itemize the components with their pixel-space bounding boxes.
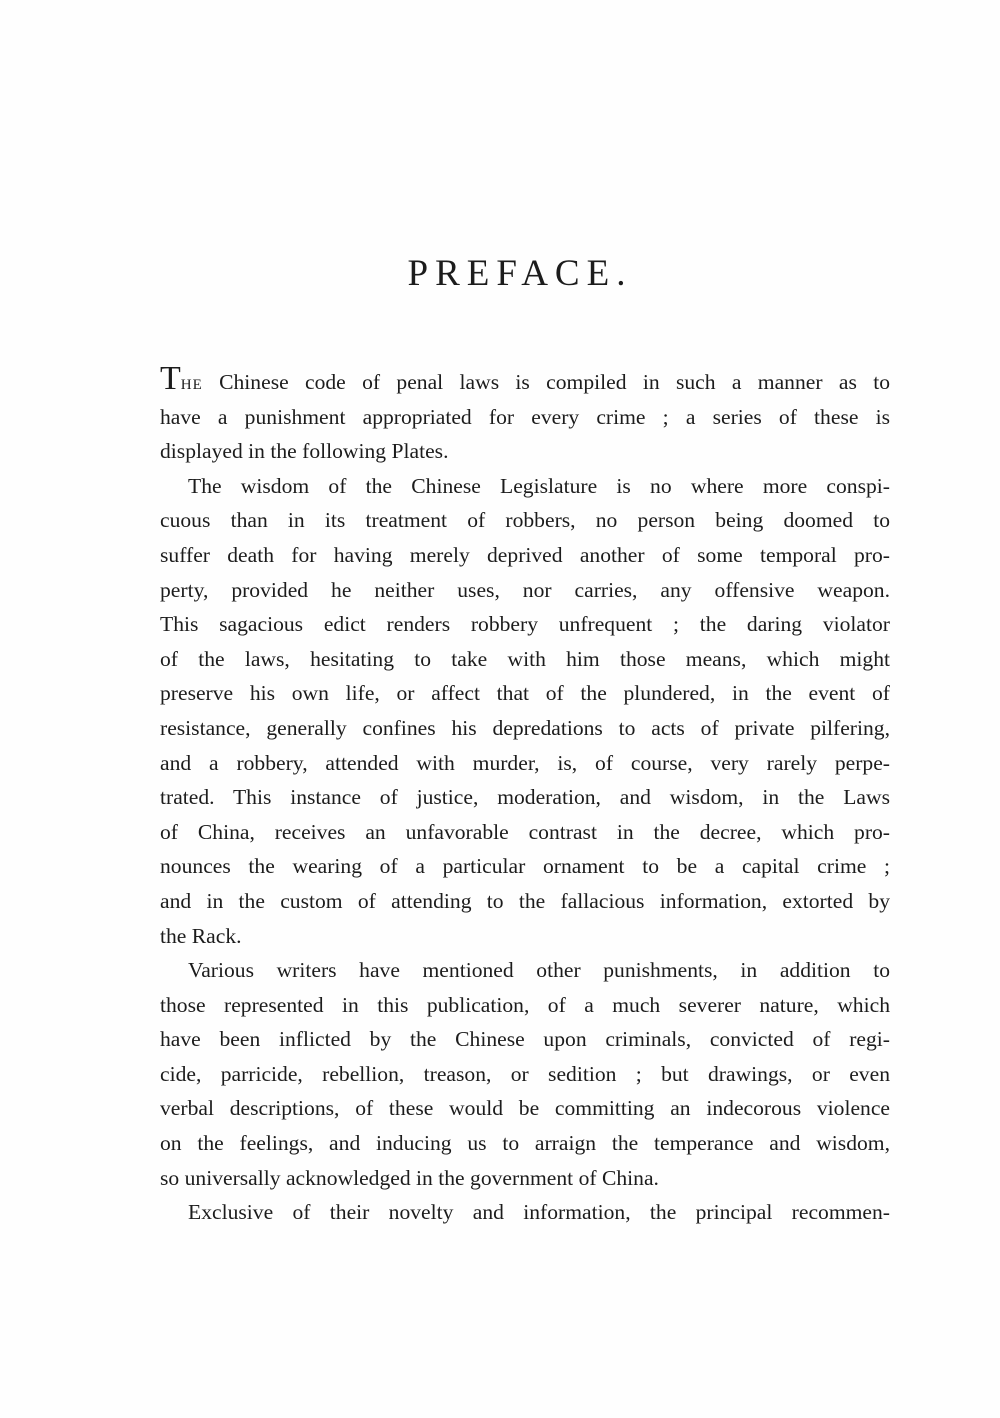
text-line: nounces the wearing of a particular ornament to be a capital crime ; (160, 854, 890, 879)
text-line-1 (160, 360, 890, 400)
text-line: displayed in the following Plates. (160, 439, 449, 464)
text-line: have a punishment appropriated for every crime ; a series of these is (160, 404, 890, 429)
drop-cap: T (160, 360, 181, 397)
text-line: Exclusive of their novelty and information, the principal recommen- (188, 1200, 890, 1225)
text-line: on the feelings, and inducing us to arraign the temperance and wisdom, (160, 1131, 890, 1156)
text-line: of China, receives an unfavorable contrast in the decree, which pro- (160, 819, 890, 844)
text-line: of the laws, hesitating to take with him those means, which might (160, 646, 890, 671)
text-line: cide, parricide, rebellion, treason, or sedition ; but drawings, or even (160, 1061, 890, 1086)
text-line: so universally acknowledged in the government of China. (160, 1165, 659, 1190)
small-caps: HE (180, 377, 203, 393)
text-line: those represented in this publication, of a much severer nature, which (160, 992, 890, 1017)
text-line: have been inflicted by the Chinese upon criminals, convicted of regi- (160, 1027, 890, 1052)
text-line: resistance, generally confines his depredations to acts of private pilfering, (160, 715, 890, 740)
text-line: preserve his own life, or affect that of the plundered, in the event of (160, 681, 890, 706)
text-line: the Rack. (160, 923, 242, 948)
preface-body (160, 360, 890, 1230)
text-line: and a robbery, attended with murder, is, of course, very rarely perpe- (160, 750, 890, 775)
text-line: cuous than in its treatment of robbers, no person being doomed to (160, 508, 890, 533)
text-line: Various writers have mentioned other punishments, in addition to (188, 958, 890, 983)
text-line: and in the custom of attending to the fallacious information, extorted by (160, 888, 890, 913)
text-line: trated. This instance of justice, moderation, and wisdom, in the Laws (160, 785, 890, 810)
text-line: This sagacious edict renders robbery unfrequent ; the daring violator (160, 612, 890, 637)
text-line: The wisdom of the Chinese Legislature is no where more conspi- (188, 473, 890, 498)
text-line: verbal descriptions, of these would be committing an indecorous violence (160, 1096, 890, 1121)
text-line: perty, provided he neither uses, nor carries, any offensive weapon. (160, 577, 890, 602)
first-line-rest: Chinese code of penal laws is compiled in such a manner as to (202, 370, 890, 394)
text-line: suffer death for having merely deprived another of some temporal pro- (160, 542, 890, 567)
page-title: PREFACE. (407, 253, 633, 294)
